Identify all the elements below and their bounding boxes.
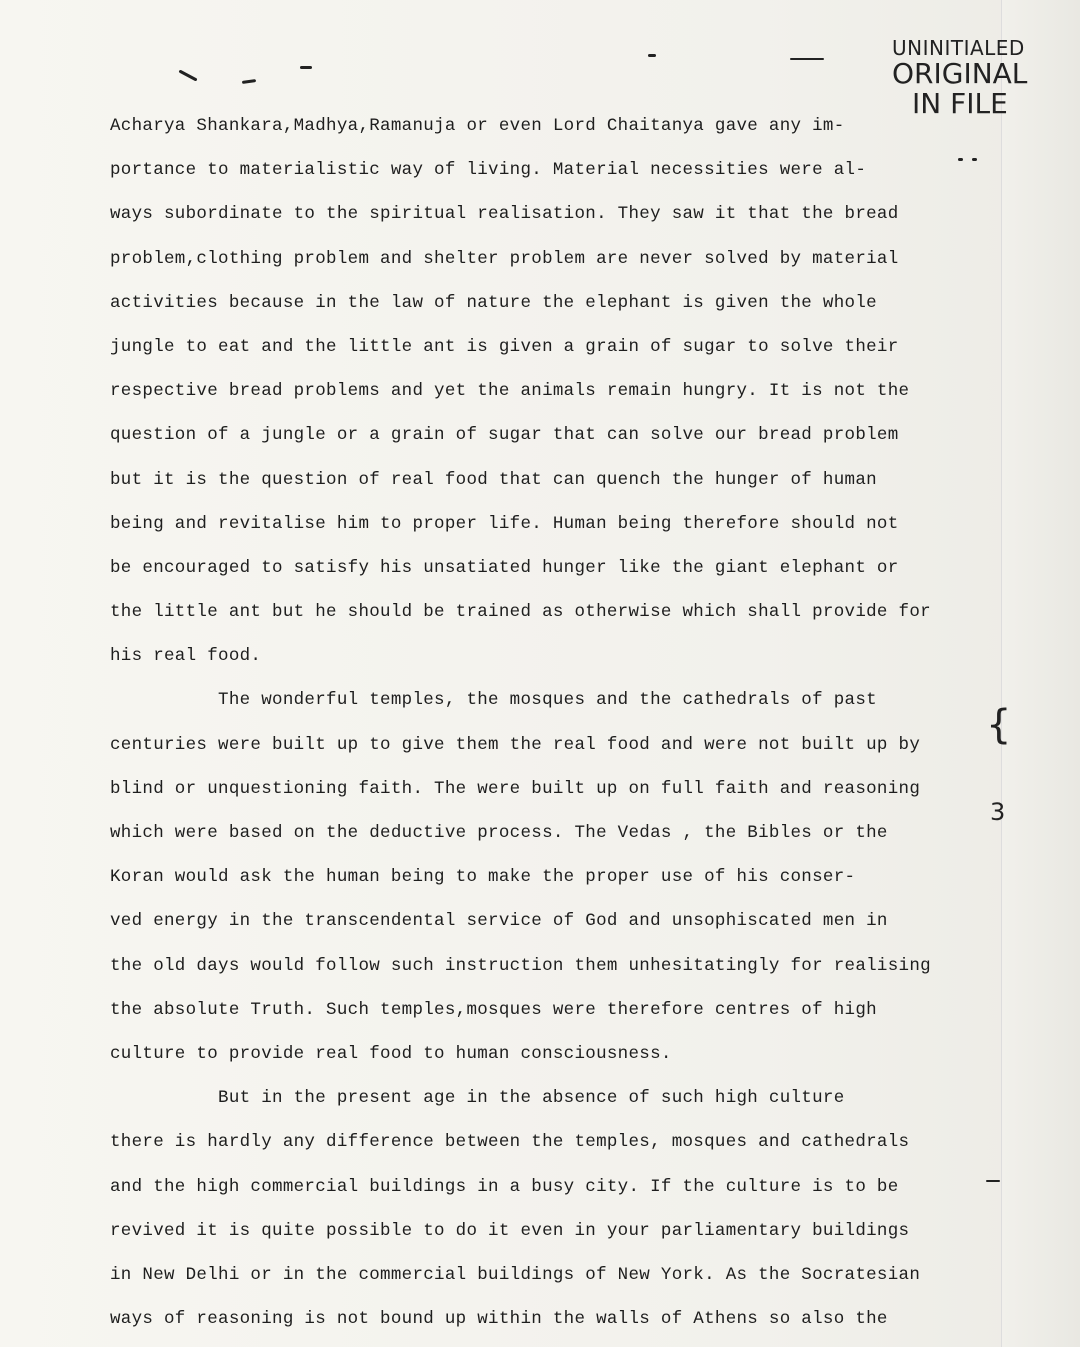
text-line: the old days would follow such instruction them unhesitatingly for realising [110, 955, 931, 976]
text-line: be encouraged to satisfy his unsatiated hunger like the giant elephant or [110, 557, 899, 578]
stamp-line-3: IN FILE [912, 87, 1008, 120]
page-edge [1001, 0, 1080, 1347]
text-line: question of a jungle or a grain of sugar that can solve our bread problem [110, 425, 899, 446]
ink-mark [300, 66, 312, 69]
text-line: activities because in the law of nature the elephant is given the whole [110, 292, 877, 313]
text-line: jungle to eat and the little ant is given a grain of sugar to solve their [110, 336, 899, 357]
text-line: culture to provide real food to human consciousness. [110, 1043, 672, 1064]
ink-mark [648, 54, 656, 57]
stamp-line-2: ORIGINAL [892, 57, 1028, 90]
text-line: Acharya Shankara,Madhya,Ramanuja or even Lord Chaitanya gave any im- [110, 116, 845, 136]
text-line: there is hardly any difference between the temples, mosques and cathedrals [110, 1132, 910, 1153]
text-line: which were based on the deductive process. The Vedas , the Bibles or the [110, 823, 888, 843]
margin-page-number: 3 [990, 798, 1006, 826]
ink-mark [790, 58, 824, 60]
text-line: and the high commercial buildings in a busy city. If the culture is to be [110, 1176, 899, 1197]
text-line: But in the present age in the absence of such high culture [110, 1088, 845, 1109]
ink-mark [972, 158, 977, 161]
text-line: Koran would ask the human being to make the proper use of his conser- [110, 867, 856, 888]
ink-mark [178, 69, 197, 81]
body-text [110, 104, 960, 1341]
text-line: ways subordinate to the spiritual realisation. They saw it that the bread [110, 204, 899, 225]
text-line: portance to materialistic way of living. Material necessities were al- [110, 160, 867, 181]
text-line: the little ant but he should be trained as otherwise which shall provide for [110, 602, 931, 623]
stamp-line-1: UNINITIALED [892, 36, 1025, 60]
margin-bracket: { [986, 702, 1012, 748]
text-line: problem,clothing problem and shelter problem are never solved by material [110, 248, 899, 269]
text-line: his real food. [110, 646, 262, 667]
ink-mark [242, 79, 256, 84]
text-line: revived it is quite possible to do it even in your parliamentary buildings [110, 1220, 910, 1241]
text-line: in New Delhi or in the commercial buildings of New York. As the Socratesian [110, 1264, 921, 1285]
ink-mark [986, 1180, 1000, 1182]
text-line: blind or unquestioning faith. The were built up on full faith and reasoning [110, 778, 921, 799]
text-line: The wonderful temples, the mosques and the cathedrals of past [110, 690, 877, 711]
text-line: but it is the question of real food that can quench the hunger of human [110, 469, 877, 490]
text-line: the absolute Truth. Such temples,mosques were therefore centres of high [110, 999, 877, 1020]
text-line: ved energy in the transcendental service of God and unsophiscated men in [110, 911, 888, 932]
text-line: centuries were built up to give them the real food and were not built up by [110, 734, 921, 755]
text-line: being and revitalise him to proper life. Human being therefore should not [110, 513, 899, 534]
text-line: ways of reasoning is not bound up within the walls of Athens so also the [110, 1309, 888, 1330]
text-line: respective bread problems and yet the animals remain hungry. It is not the [110, 381, 910, 402]
